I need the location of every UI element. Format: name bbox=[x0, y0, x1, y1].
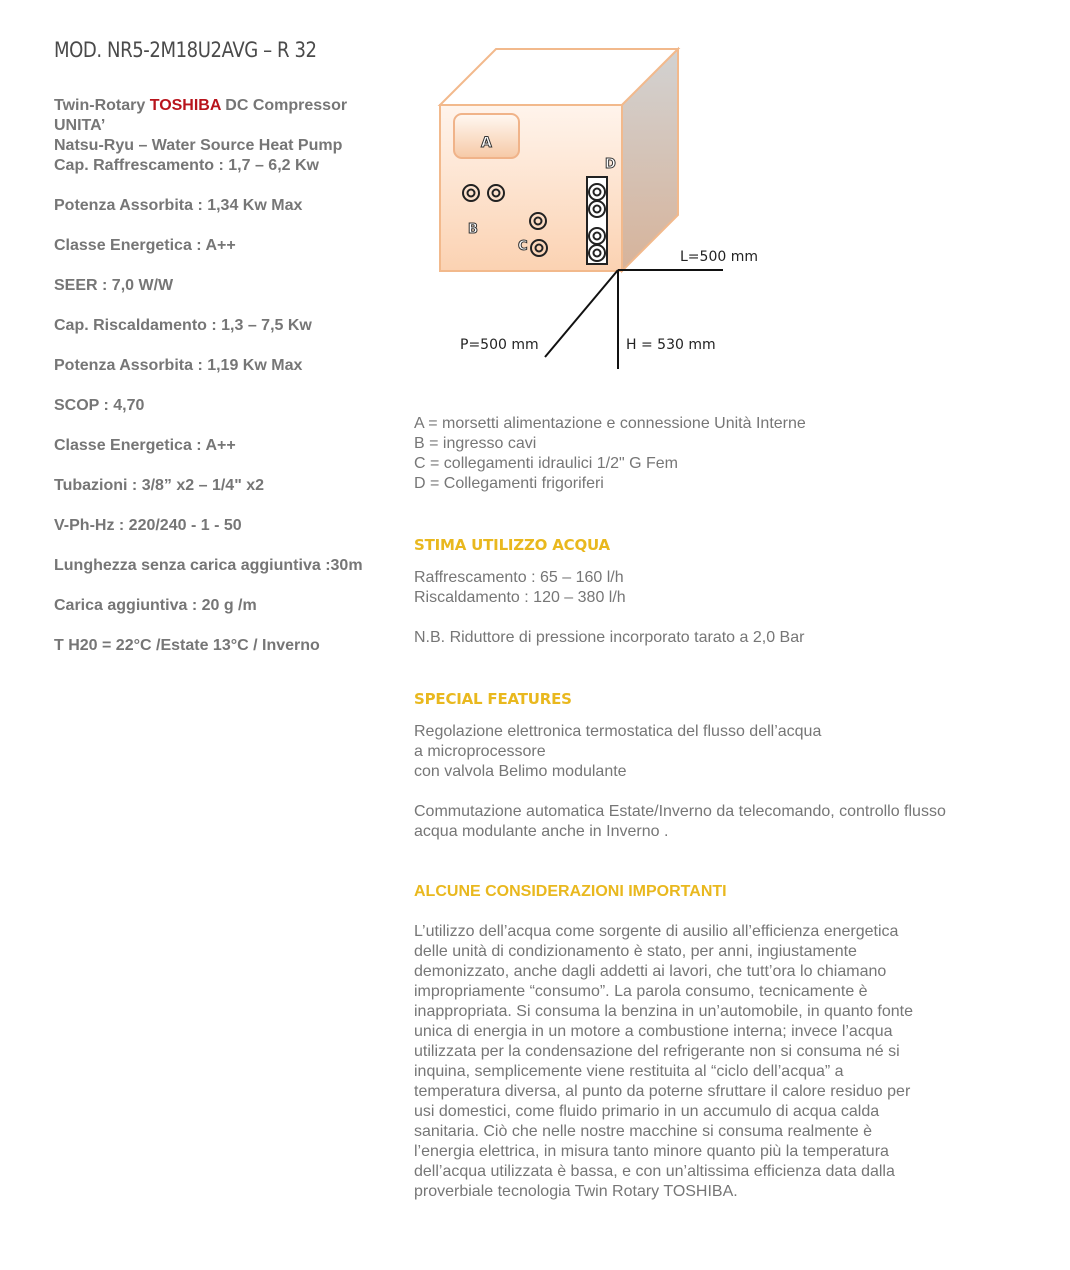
label-d: D bbox=[605, 157, 616, 172]
considerations-line: proverbiale tecnologia Twin Rotary TOSHIBA. bbox=[414, 1183, 738, 1200]
considerations-heading: ALCUNE CONSIDERAZIONI IMPORTANTI bbox=[414, 883, 727, 900]
spec-item: T H20 = 22°C /Estate 13°C / Inverno bbox=[54, 637, 320, 654]
considerations-line: utilizzata per la condensazione del refrigerante non si consuma né si bbox=[414, 1043, 900, 1060]
feature-line: acqua modulante anche in Inverno . bbox=[414, 823, 669, 840]
height-dimension: H = 530 mm bbox=[626, 337, 716, 353]
diagram-legend bbox=[414, 414, 806, 494]
considerations-line: impropriamente “consumo”. La parola consumo, tecnicamente è bbox=[414, 983, 868, 1000]
considerations-body bbox=[414, 922, 1014, 1202]
label-a: A bbox=[481, 135, 492, 151]
label-b: B bbox=[468, 222, 478, 237]
compressor-suffix: DC Compressor bbox=[220, 97, 348, 114]
feature-line: Commutazione automatica Estate/Inverno da telecomando, controllo flusso bbox=[414, 803, 946, 820]
pressure-reducer-note: N.B. Riduttore di pressione incorporato tarato a 2,0 Bar bbox=[414, 629, 805, 646]
spec-item: Potenza Assorbita : 1,19 Kw Max bbox=[54, 357, 303, 374]
special-features-section bbox=[414, 689, 946, 842]
spec-item: SEER : 7,0 W/W bbox=[54, 277, 174, 294]
water-usage-cooling: Raffrescamento : 65 – 160 l/h bbox=[414, 569, 624, 586]
cooling-capacity: Cap. Raffrescamento : 1,7 – 6,2 Kw bbox=[54, 157, 319, 174]
product-name: Natsu-Ryu – Water Source Heat Pump bbox=[54, 137, 343, 154]
depth-dimension: P=500 mm bbox=[460, 337, 539, 353]
dimension-lines bbox=[545, 270, 723, 369]
feature-line: Regolazione elettronica termostatica del flusso dell’acqua bbox=[414, 723, 822, 740]
spec-item: Classe Energetica : A++ bbox=[54, 437, 236, 454]
spec-list bbox=[54, 96, 414, 656]
model-title: MOD. NR5-2M18U2AVG – R 32 bbox=[54, 38, 317, 62]
feature-line: a microprocessore bbox=[414, 743, 546, 760]
considerations-line: unica di energia in un motore a combustione interna; invece l’acqua bbox=[414, 1023, 893, 1040]
considerations-line: usi domestici, come fluido primario in un accumulo di acqua calda bbox=[414, 1103, 880, 1120]
length-dimension: L=500 mm bbox=[680, 249, 758, 265]
legend-item-a: A = morsetti alimentazione e connessione Unità Interne bbox=[414, 415, 806, 432]
considerations-section bbox=[414, 882, 1014, 1202]
considerations-line: temperatura diversa, al punto da poterne sfruttare il calore residuo per bbox=[414, 1083, 911, 1100]
spec-item: Potenza Assorbita : 1,34 Kw Max bbox=[54, 197, 303, 214]
considerations-line: inquina, semplicemente viene restituita al “ciclo dell’acqua” a bbox=[414, 1063, 844, 1080]
compressor-line bbox=[54, 96, 414, 116]
unit-diagram bbox=[430, 35, 790, 380]
legend-item-d: D = Collegamenti frigoriferi bbox=[414, 475, 604, 492]
water-usage-section bbox=[414, 535, 804, 648]
considerations-line: inappropriata. Si consuma la benzina in un’automobile, in quanto fonte bbox=[414, 1003, 913, 1020]
unit-label: UNITA’ bbox=[54, 117, 106, 134]
considerations-line: delle unità di condizionamento è stato, per anni, ingiustamente bbox=[414, 943, 857, 960]
considerations-line: sanitaria. Ciò che nelle nostre macchine si consuma realmente è bbox=[414, 1123, 873, 1140]
spec-item: Classe Energetica : A++ bbox=[54, 237, 236, 254]
spec-item: Cap. Riscaldamento : 1,3 – 7,5 Kw bbox=[54, 317, 312, 334]
legend-item-b: B = ingresso cavi bbox=[414, 435, 537, 452]
compressor-prefix: Twin-Rotary bbox=[54, 97, 150, 114]
considerations-line: L’utilizzo dell’acqua come sorgente di ausilio all’efficienza energetica bbox=[414, 923, 899, 940]
spec-item: SCOP : 4,70 bbox=[54, 397, 145, 414]
spec-item: Carica aggiuntiva : 20 g /m bbox=[54, 597, 257, 614]
spec-item: V-Ph-Hz : 220/240 - 1 - 50 bbox=[54, 517, 242, 534]
label-c: C bbox=[518, 239, 528, 254]
legend-item-c: C = collegamenti idraulici 1/2" G Fem bbox=[414, 455, 679, 472]
water-usage-heading: STIMA UTILIZZO ACQUA bbox=[414, 536, 610, 554]
special-features-heading: SPECIAL FEATURES bbox=[414, 690, 572, 708]
spec-intro bbox=[54, 96, 414, 176]
water-usage-heating: Riscaldamento : 120 – 380 l/h bbox=[414, 589, 626, 606]
considerations-line: dell’acqua utilizzata è bassa, e con un’altissima efficienza data dalla bbox=[414, 1163, 895, 1180]
brand-name: TOSHIBA bbox=[149, 97, 221, 114]
spec-item: Lunghezza senza carica aggiuntiva :30m bbox=[54, 557, 363, 574]
considerations-line: l’energia elettrica, in misura tanto minore quanto più la temperatura bbox=[414, 1143, 889, 1160]
spec-item: Tubazioni : 3/8” x2 – 1/4" x2 bbox=[54, 477, 265, 494]
considerations-line: demonizzato, anche dagli addetti ai lavori, che tutt’ora lo chiamano bbox=[414, 963, 887, 980]
feature-line: con valvola Belimo modulante bbox=[414, 763, 627, 780]
